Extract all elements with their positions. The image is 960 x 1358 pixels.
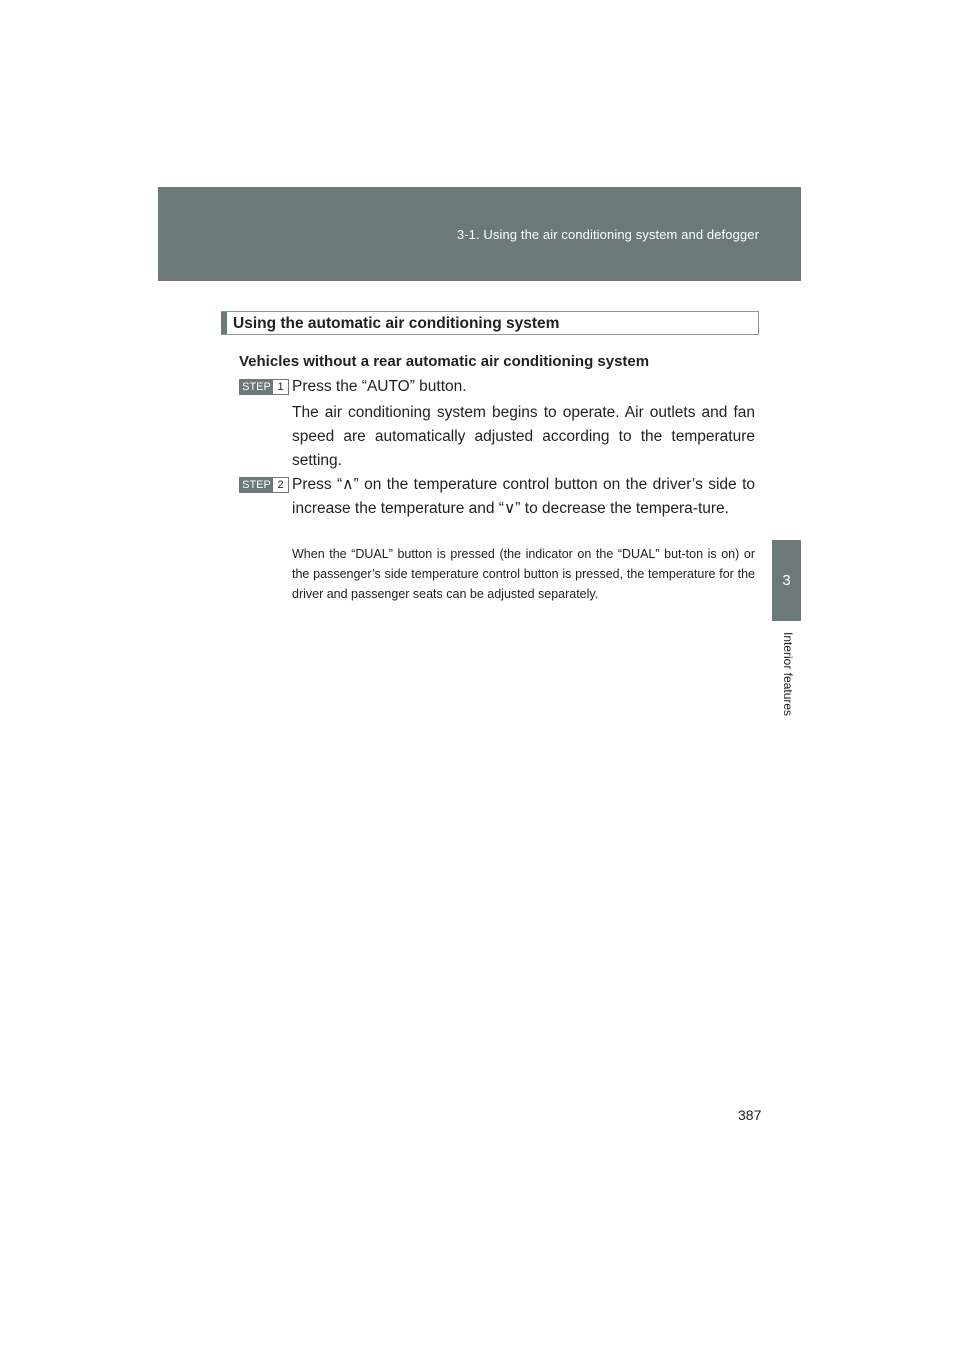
- chapter-tab-label: Interior features: [781, 632, 795, 717]
- step-2-badge: [239, 477, 289, 493]
- step-badge-number: 1: [277, 381, 284, 393]
- chapter-title: 3-1. Using the air conditioning system and defogger: [456, 227, 759, 242]
- section-accent-bar: [221, 312, 227, 334]
- step-1-detail: The air conditioning system begins to operate. Air outlets and fan speed are automatically adjusted according to the temperature setting.: [292, 404, 755, 469]
- step-1-text: Press the “AUTO” button.: [292, 378, 467, 395]
- chapter-tab-number: 3: [772, 540, 801, 621]
- page-number: 387: [738, 1107, 762, 1123]
- step-badge-number: 2: [277, 479, 284, 491]
- section-title: Using the automatic air conditioning system: [233, 315, 560, 332]
- subheading: Vehicles without a rear automatic air conditioning system: [239, 353, 650, 370]
- step-1-badge: [239, 379, 289, 395]
- step-2-text: Press “∧” on the temperature control button on the driver’s side to increase the temperature and “∨” to decrease the tempera-ture.: [292, 476, 755, 517]
- chapter-header-band: [158, 187, 801, 281]
- step-2-note: When the “DUAL” button is pressed (the indicator on the “DUAL” but-ton is on) or the passenger’s side temperature control button is pressed, the temperature for the driver and passenger seats can be adjusted separately.: [292, 547, 755, 601]
- step-badge-word: STEP: [240, 478, 273, 492]
- step-badge-word: STEP: [240, 380, 273, 394]
- section-heading-bar: [221, 311, 759, 335]
